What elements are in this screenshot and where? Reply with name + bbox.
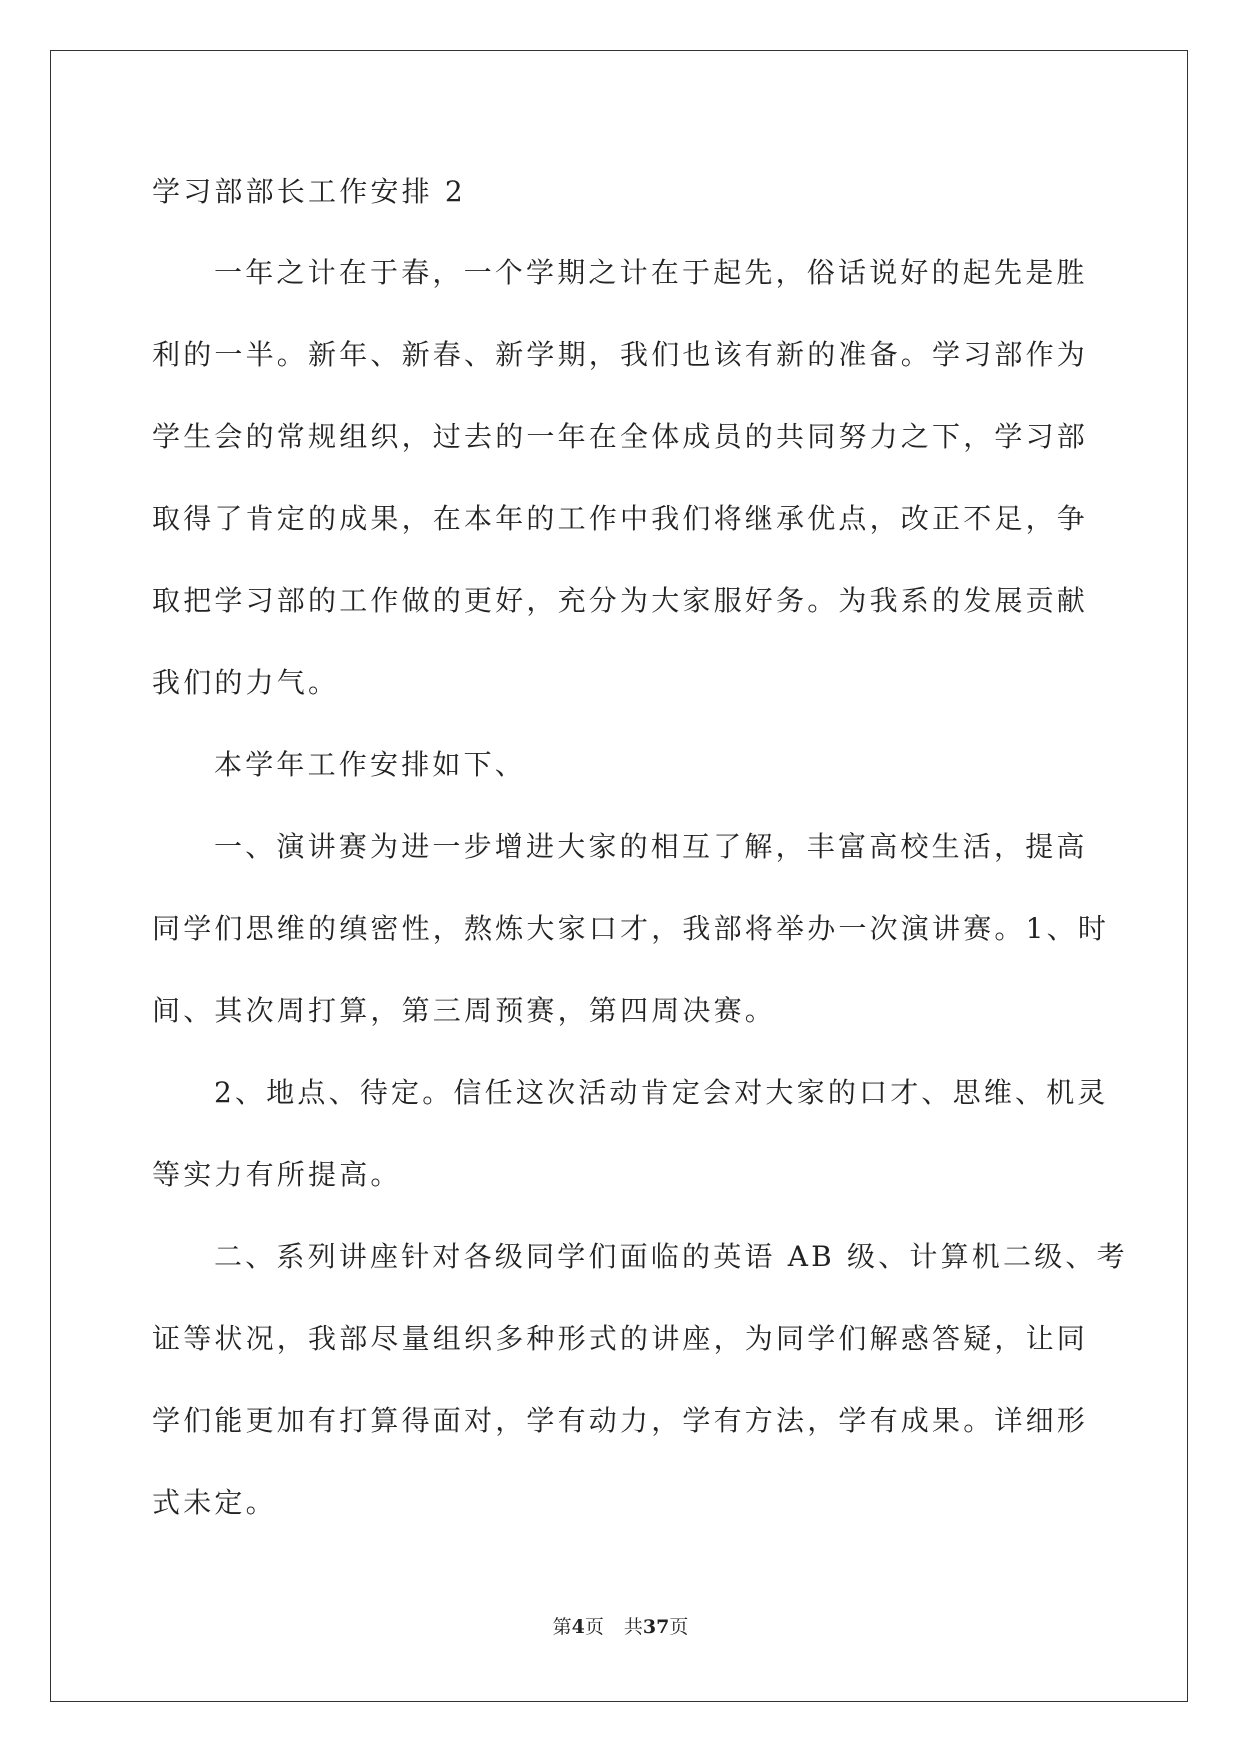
page-footer xyxy=(0,1612,1241,1639)
text-line: 本学年工作安排如下、 xyxy=(214,748,527,781)
document-title: 学习部部长工作安排 2 xyxy=(152,175,466,208)
total-page-count: 37 xyxy=(642,1616,670,1638)
text-line: 同学们思维的缜密性，熬炼大家口才，我部将举办一次演讲赛。1、时 xyxy=(152,912,1110,945)
footer-prefix: 第 xyxy=(552,1616,572,1638)
text-line: 等实力有所提高。 xyxy=(152,1158,402,1191)
text-line: 一年之计在于春，一个学期之计在于起先，俗话说好的起先是胜 xyxy=(214,256,1088,289)
text-line: 2、地点、待定。信任这次活动肯定会对大家的口才、思维、机灵 xyxy=(214,1076,1109,1109)
text-line: 取把学习部的工作做的更好，充分为大家服好务。为我系的发展贡献 xyxy=(152,584,1089,617)
text-line: 我们的力气。 xyxy=(152,666,340,699)
footer-total-suffix: 页 xyxy=(669,1616,689,1638)
text-line: 间、其次周打算，第三周预赛，第四周决赛。 xyxy=(152,994,777,1027)
footer-total-prefix: 共 xyxy=(623,1616,643,1638)
text-line: 学们能更加有打算得面对，学有动力，学有方法，学有成果。详细形 xyxy=(152,1404,1089,1437)
current-page-number: 4 xyxy=(571,1616,585,1638)
text-line: 利的一半。新年、新春、新学期，我们也该有新的准备。学习部作为 xyxy=(152,338,1089,371)
text-line: 一、演讲赛为进一步增进大家的相互了解，丰富高校生活，提高 xyxy=(214,830,1088,863)
document-paragraphs xyxy=(152,232,1128,1544)
footer-page-suffix: 页 xyxy=(584,1616,604,1638)
document-body xyxy=(152,152,1128,1544)
text-line: 二、系列讲座针对各级同学们面临的英语 AB 级、计算机二级、考 xyxy=(214,1240,1128,1273)
text-line: 式未定。 xyxy=(152,1486,277,1519)
text-line: 证等状况，我部尽量组织多种形式的讲座，为同学们解惑答疑，让同 xyxy=(152,1322,1089,1355)
text-line: 取得了肯定的成果，在本年的工作中我们将继承优点，改正不足，争 xyxy=(152,502,1089,535)
text-line: 学生会的常规组织，过去的一年在全体成员的共同努力之下，学习部 xyxy=(152,420,1089,453)
